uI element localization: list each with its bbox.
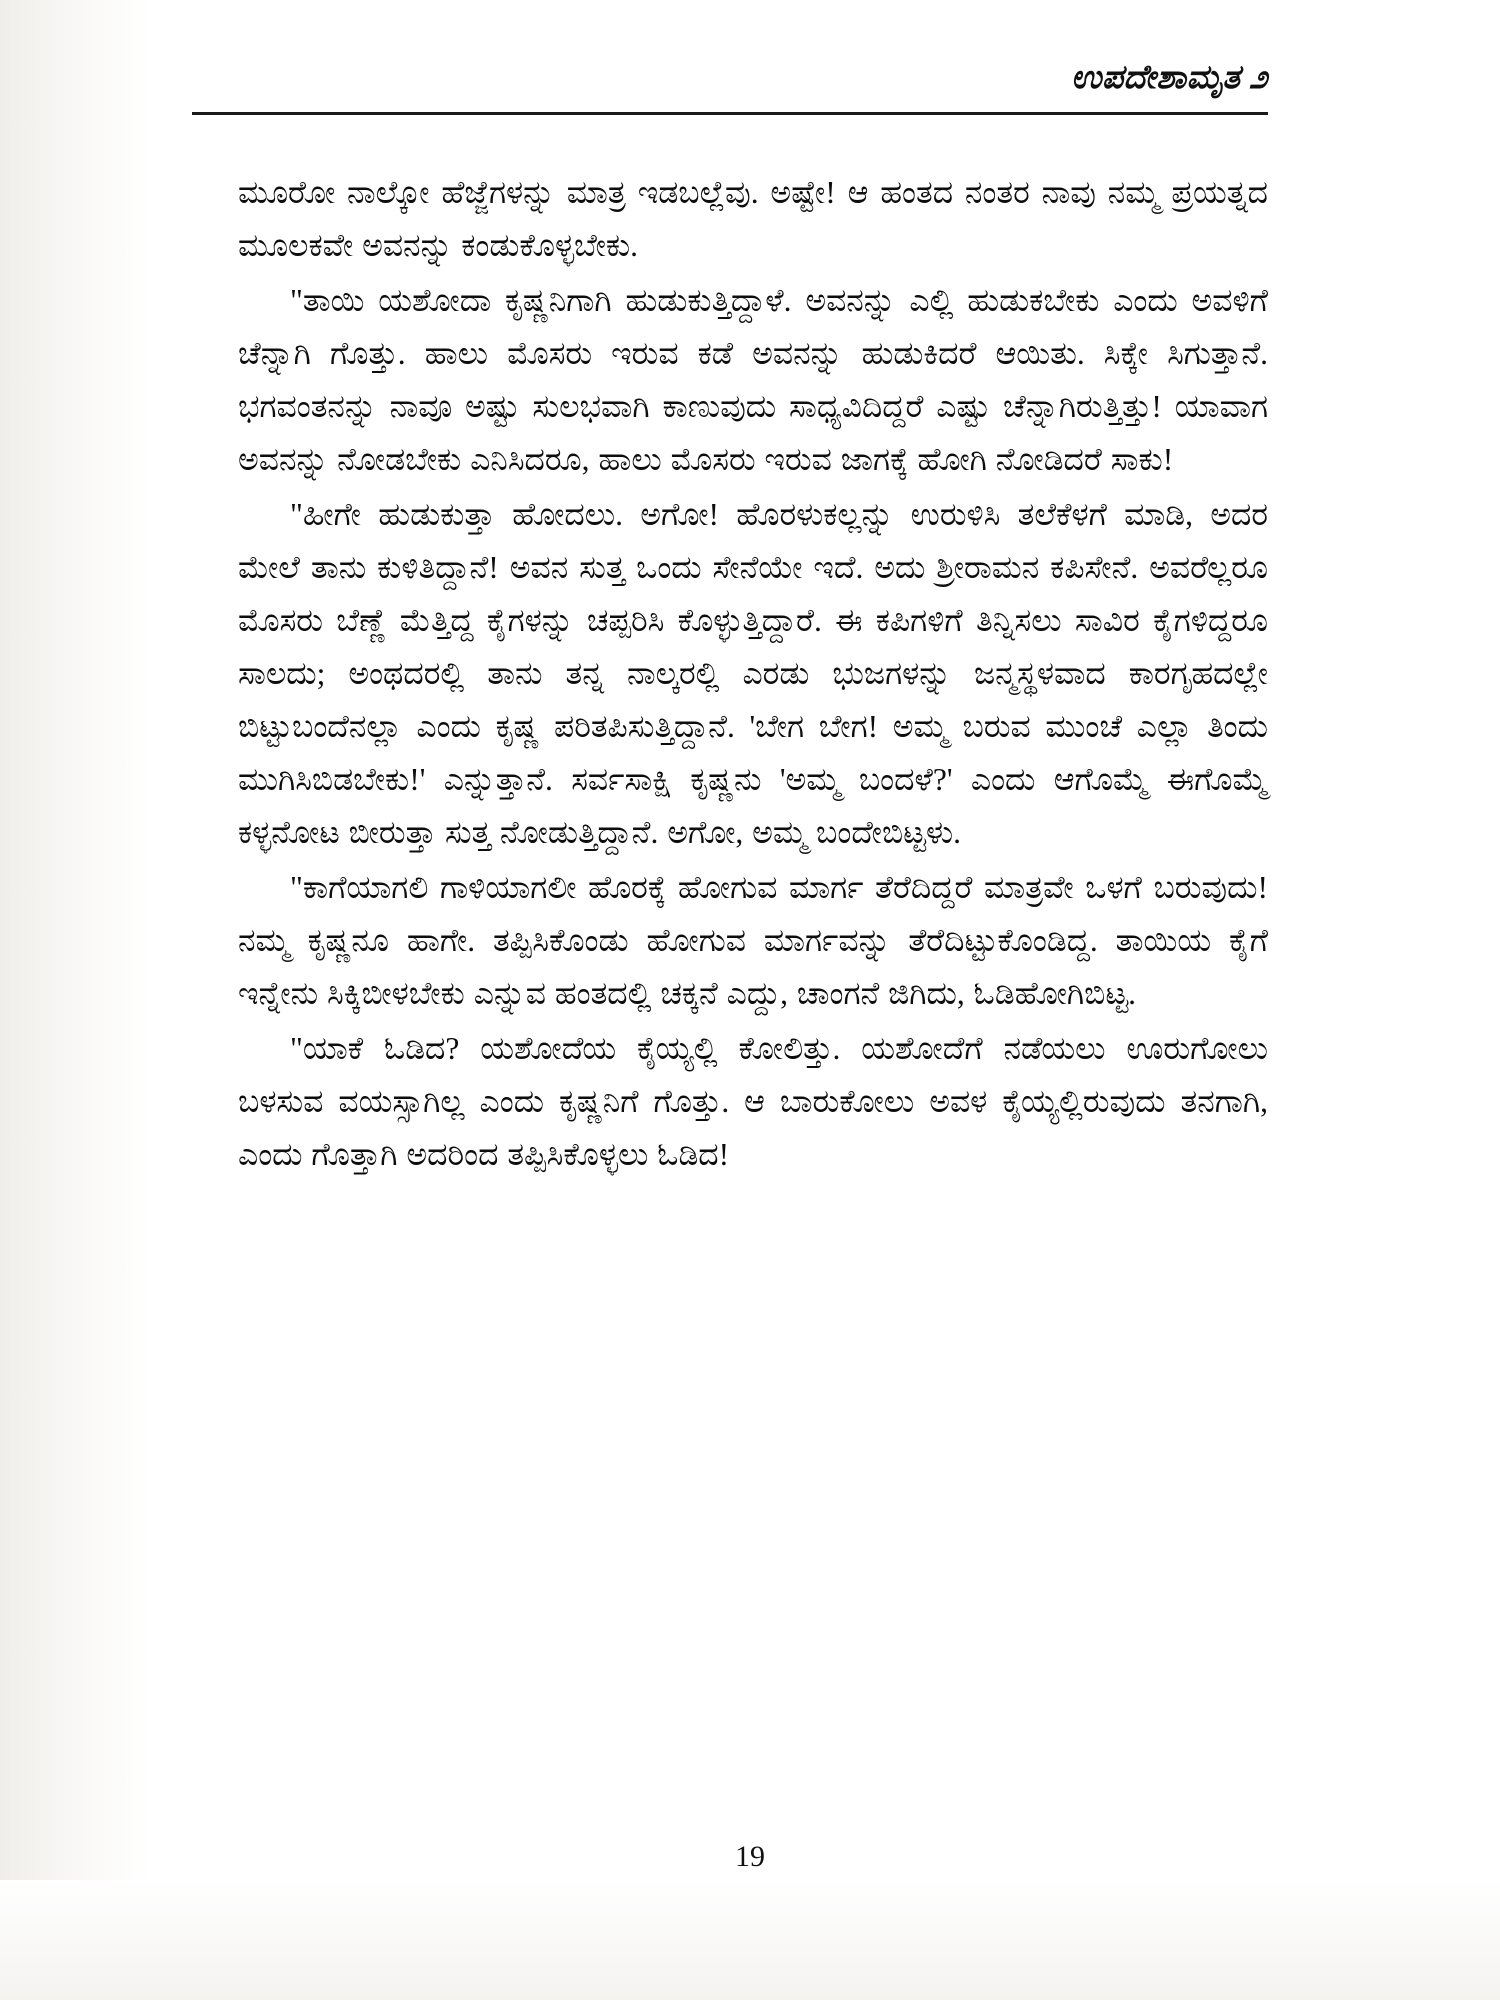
scan-shadow-left [0,0,150,2000]
body-text [238,166,1268,1181]
paragraph: ಮೂರೋ ನಾಲ್ಕೋ ಹೆಜ್ಜೆಗಳನ್ನು ಮಾತ್ರ ಇಡಬಲ್ಲೆವು. ಅಷ್ಟೇ! ಆ ಹಂತದ ನಂತರ ನಾವು ನಮ್ಮ ಪ್ರಯತ್ನದ ಮೂಲಕವೇ ಅವನನ್ನು ಕಂಡುಕೊಳ್ಳಬೇಕು. [238,175,1268,263]
paragraph: "ಯಾಕೆ ಓಡಿದ? ಯಶೋದೆಯ ಕೈಯ್ಯಲ್ಲಿ ಕೋಲಿತ್ತು. ಯಶೋದೆಗೆ ನಡೆಯಲು ಊರುಗೋಲು ಬಳಸುವ ವಯಸ್ಸಾಗಿಲ್ಲ ಎಂದು ಕೃಷ್ಣನಿಗೆ ಗೊತ್ತು. ಆ ಬಾರುಕೋಲು ಅವಳ ಕೈಯ್ಯಲ್ಲಿರುವುದು ತನಗಾಗಿ, ಎಂದು ಗೊತ್ತಾಗಿ ಅದರಿಂದ ತಪ್ಪಿಸಿಕೊಳ್ಳಲು ಓಡಿದ! [238,1031,1268,1172]
paragraph: "ತಾಯಿ ಯಶೋದಾ ಕೃಷ್ಣನಿಗಾಗಿ ಹುಡುಕುತ್ತಿದ್ದಾಳೆ. ಅವನನ್ನು ಎಲ್ಲಿ ಹುಡುಕಬೇಕು ಎಂದು ಅವಳಿಗೆ ಚೆನ್ನಾಗಿ ಗೊತ್ತು. ಹಾಲು ಮೊಸರು ಇರುವ ಕಡೆ ಅವನನ್ನು ಹುಡುಕಿದರೆ ಆಯಿತು. ಸಿಕ್ಕೇ ಸಿಗುತ್ತಾನೆ. ಭಗವಂತನನ್ನು ನಾವೂ ಅಷ್ಟು ಸುಲಭವಾಗಿ ಕಾಣುವುದು ಸಾಧ್ಯವಿದಿದ್ದರೆ ಎಷ್ಟು ಚೆನ್ನಾಗಿರುತ್ತಿತ್ತು! ಯಾವಾಗ ಅವನನ್ನು ನೋಡಬೇಕು ಎನಿಸಿದರೂ, ಹಾಲು ಮೊಸರು ಇರುವ ಜಾಗಕ್ಕೆ ಹೋಗಿ ನೋಡಿದರೆ ಸಾಕು! [238,283,1268,477]
header-rule [192,112,1268,115]
page-content [238,60,1268,1183]
page-number: 19 [735,1840,765,1873]
paragraph: "ಕಾಗೆಯಾಗಲಿ ಗಾಳಿಯಾಗಲೀ ಹೊರಕ್ಕೆ ಹೋಗುವ ಮಾರ್ಗ ತೆರೆದಿದ್ದರೆ ಮಾತ್ರವೇ ಒಳಗೆ ಬರುವುದು! ನಮ್ಮ ಕೃಷ್ಣನೂ ಹಾಗೇ. ತಪ್ಪಿಸಿಕೊಂಡು ಹೋಗುವ ಮಾರ್ಗವನ್ನು ತೆರೆದಿಟ್ಟುಕೊಂಡಿದ್ದ. ತಾಯಿಯ ಕೈಗೆ ಇನ್ನೇನು ಸಿಕ್ಕಿಬೀಳಬೇಕು ಎನ್ನುವ ಹಂತದಲ್ಲಿ ಚಕ್ಕನೆ ಎದ್ದು, ಚಾಂಗನೆ ಜಿಗಿದು, ಓಡಿಹೋಗಿಬಿಟ್ಟ. [238,870,1268,1011]
scan-shadow-bottom [0,1880,1500,2000]
paragraph: "ಹೀಗೇ ಹುಡುಕುತ್ತಾ ಹೋದಲು. ಅಗೋ! ಹೊರಳುಕಲ್ಲನ್ನು ಉರುಳಿಸಿ ತಲೆಕೆಳಗೆ ಮಾಡಿ, ಅದರ ಮೇಲೆ ತಾನು ಕುಳಿತಿದ್ದಾನೆ! ಅವನ ಸುತ್ತ ಒಂದು ಸೇನೆಯೇ ಇದೆ. ಅದು ಶ್ರೀರಾಮನ ಕಪಿಸೇನೆ. ಅವರೆಲ್ಲರೂ ಮೊಸರು ಬೆಣ್ಣೆ ಮೆತ್ತಿದ್ದ ಕೈಗಳನ್ನು ಚಪ್ಪರಿಸಿ ಕೊಳ್ಳುತ್ತಿದ್ದಾರೆ. ಈ ಕಪಿಗಳಿಗೆ ತಿನ್ನಿಸಲು ಸಾವಿರ ಕೈಗಳಿದ್ದರೂ ಸಾಲದು; ಅಂಥದರಲ್ಲಿ ತಾನು ತನ್ನ ನಾಲ್ಕರಲ್ಲಿ ಎರಡು ಭುಜಗಳನ್ನು ಜನ್ಮಸ್ಥಳವಾದ ಕಾರಗೃಹದಲ್ಲೇ ಬಿಟ್ಟುಬಂದೆನಲ್ಲಾ ಎಂದು ಕೃಷ್ಣ ಪರಿತಪಿಸುತ್ತಿದ್ದಾನೆ. 'ಬೇಗ ಬೇಗ! ಅಮ್ಮ ಬರುವ ಮುಂಚೆ ಎಲ್ಲಾ ತಿಂದು ಮುಗಿಸಿಬಿಡಬೇಕು!' ಎನ್ನುತ್ತಾನೆ. ಸರ್ವಸಾಕ್ಷಿ ಕೃಷ್ಣನು 'ಅಮ್ಮ ಬಂದಳೆ?' ಎಂದು ಆಗೊಮ್ಮೆ ಈಗೊಮ್ಮೆ ಕಳ್ಳನೋಟ ಬೀರುತ್ತಾ ಸುತ್ತ ನೋಡುತ್ತಿದ್ದಾನೆ. ಅಗೋ, ಅಮ್ಮ ಬಂದೇಬಿಟ್ಟಳು. [238,497,1268,850]
running-head-title: ಉಪದೇಶಾಮೃತ ೨ [1070,60,1268,96]
page-header [238,60,1268,120]
